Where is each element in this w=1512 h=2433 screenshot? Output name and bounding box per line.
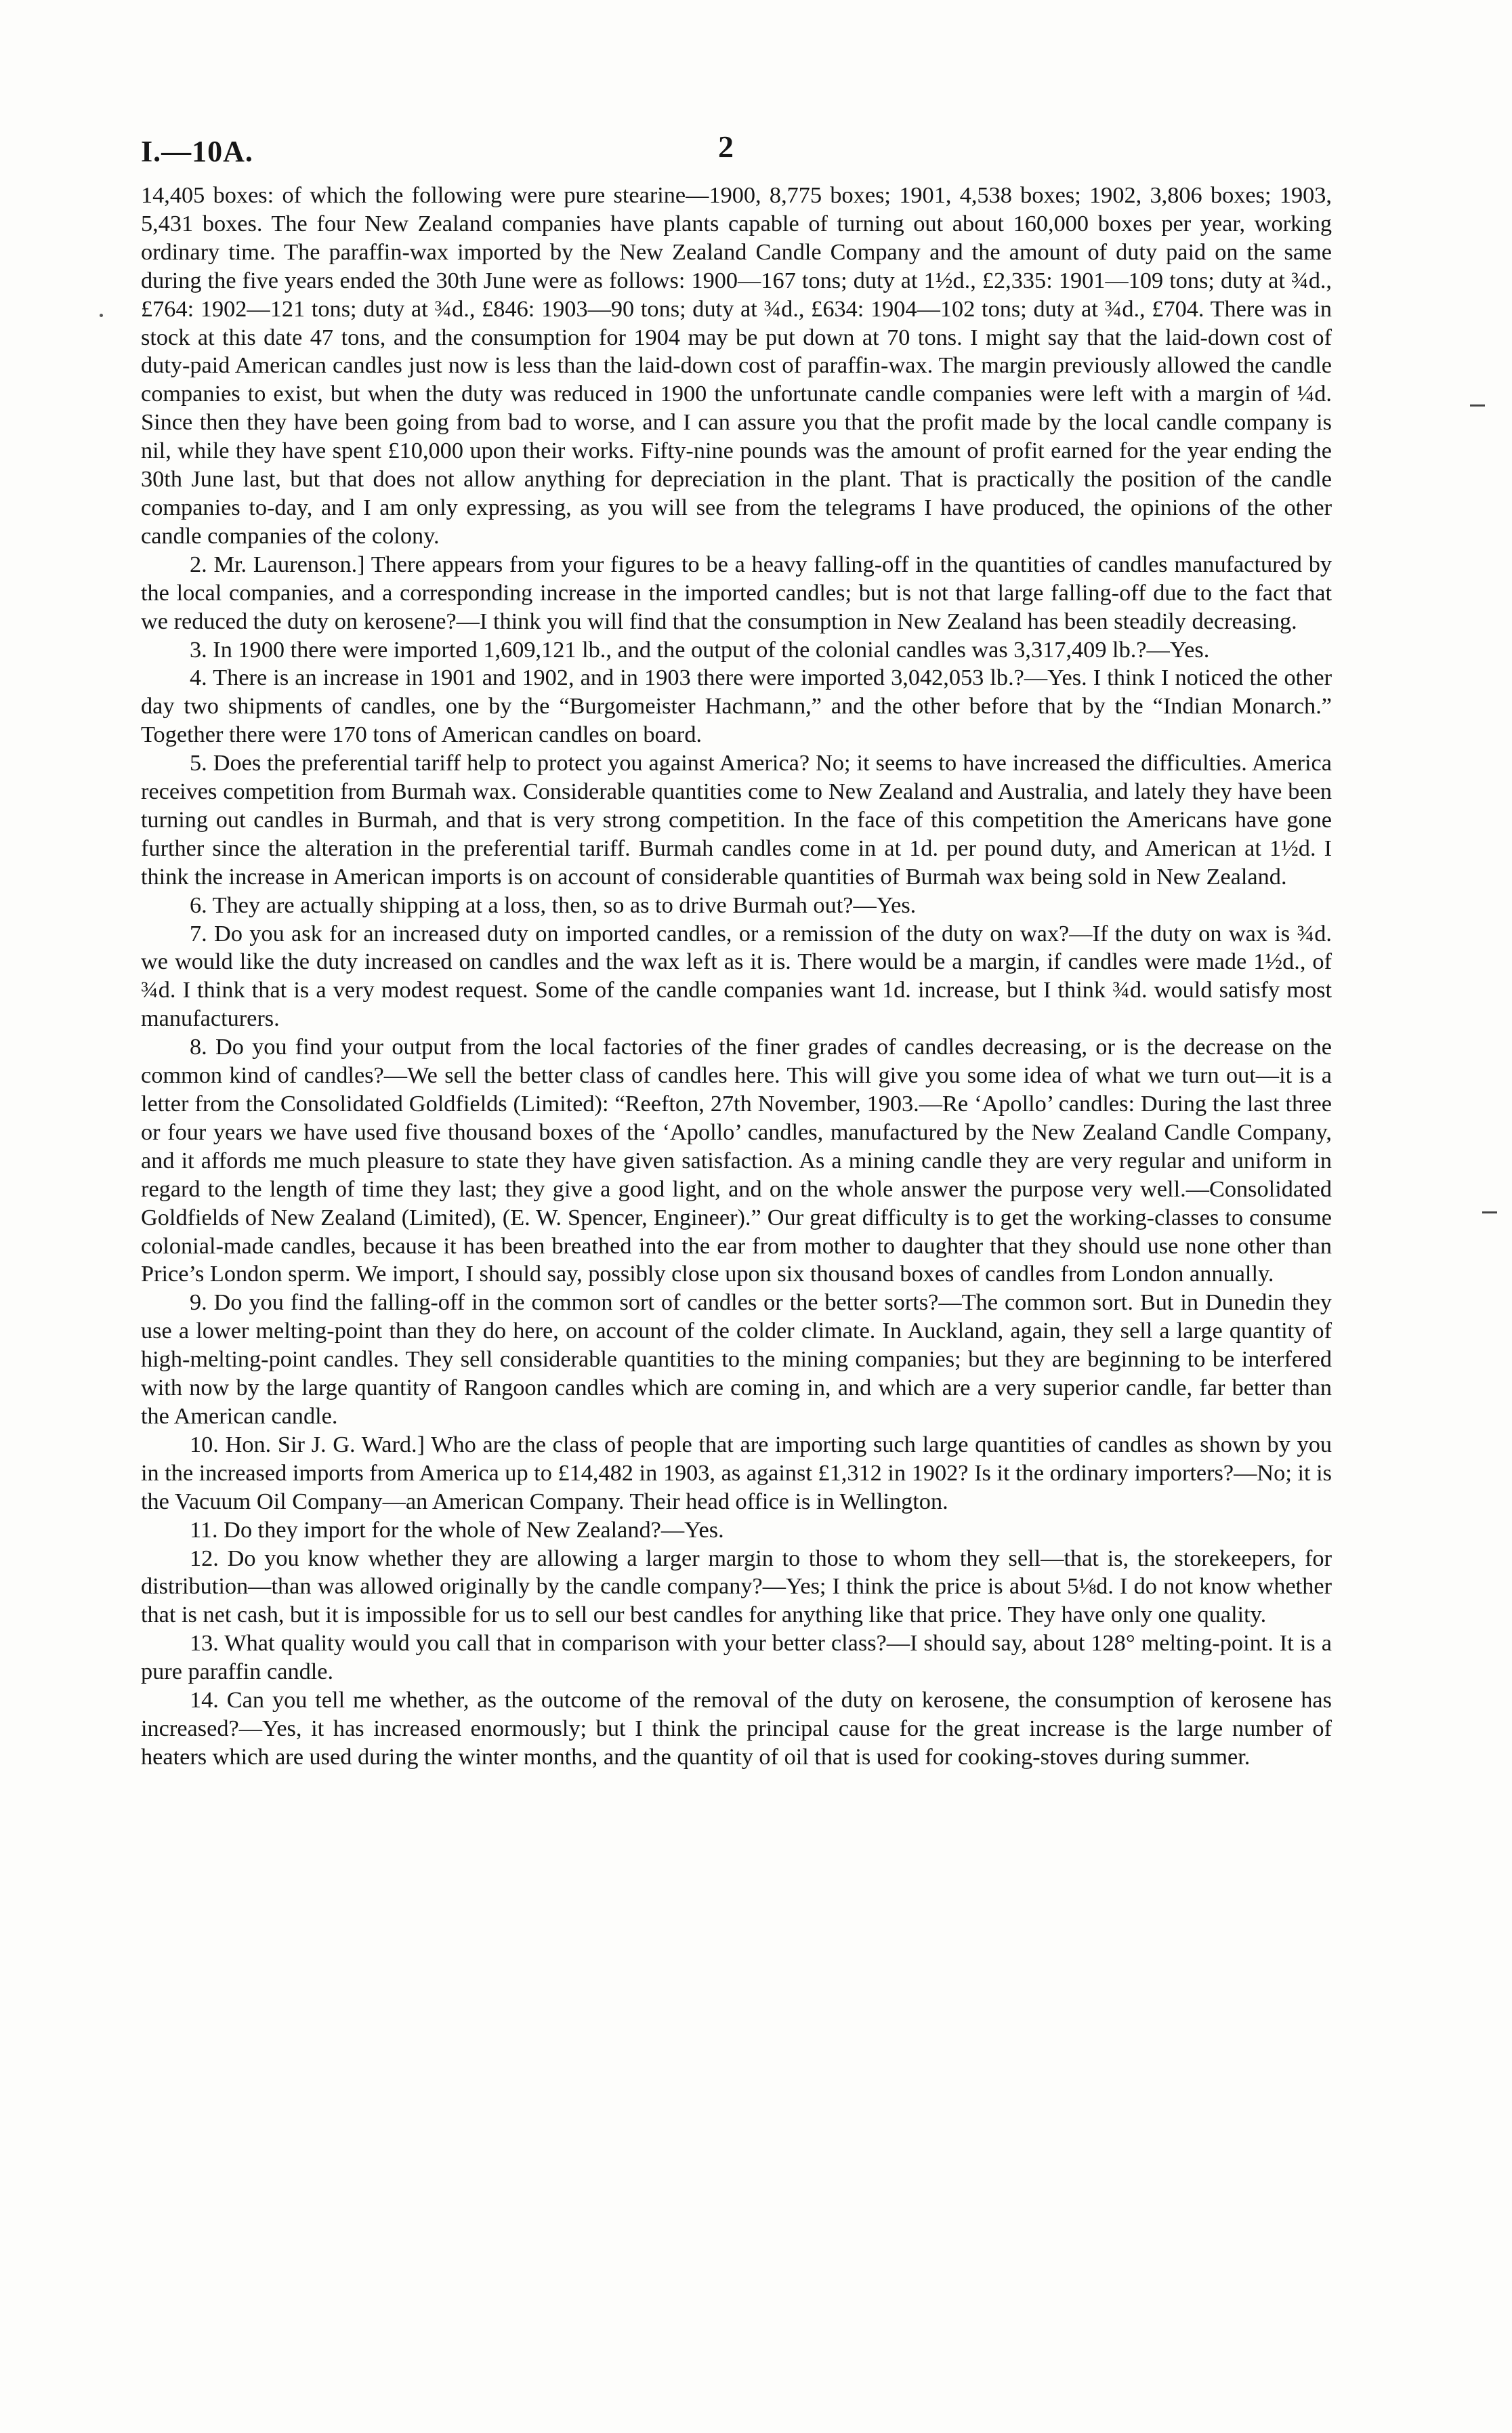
paragraph-13: 13. What quality would you call that in comparison with your better class?—I should say, about 128° melting-point. It is a pure paraffin candle. — [141, 1630, 1332, 1685]
margin-mark-right-upper — [1470, 404, 1485, 407]
document-reference: I.—10A. — [141, 135, 253, 168]
body-text — [141, 182, 1332, 1772]
paragraph-5: 5. Does the preferential tariff help to protect you against America? No; it seems to have increased the difficulties. America receives competition from Burmah wax. Considerable quantities come to New Zealand and Australia, and lately they have been turning out candles in Burmah, and that is very strong competition. In the face of this competition the Americans have gone further since the alteration in the preferential tariff. Burmah candles come in at 1d. per pound duty, and American at 1½d. I think the increase in American imports is on account of considerable quantities of Burmah wax being sold in New Zealand. — [141, 750, 1332, 890]
paragraph-11: 11. Do they import for the whole of New Zealand?—Yes. — [190, 1516, 724, 1543]
paragraph-7: 7. Do you ask for an increased duty on imported candles, or a remission of the duty on wax?—If the duty on wax is ¾d. we would like the duty increased on candles and the wax left as it is. There would be a margin, if candles were made 1½d., of ¾d. I think that is a very modest request. Some of the candle companies want 1d. increase, but I think ¾d. would satisfy most manufacturers. — [141, 920, 1332, 1032]
margin-mark-right-middle — [1482, 1211, 1497, 1213]
paragraph-14: 14. Can you tell me whether, as the outcome of the removal of the duty on kerosene, the consumption of kerosene has increased?—Yes, it has increased enormously; but I think the principal cause for the great increase is the large number of heaters which are used during the winter months, and the quantity of oil that is used for cooking-stoves during summer. — [141, 1687, 1332, 1770]
paragraph-9: 9. Do you find the falling-off in the common sort of candles or the better sorts?—The common sort. But in Dunedin they use a lower melting-point than they do here, on account of the colder climate. In Auckland, again, they sell a large quantity of high-melting-point candles. They sell considerable quantities to the mining companies; but they are beginning to be interfered with now by the large quantity of Rangoon candles which are coming in, and which are a very superior candle, far better than the American candle. — [141, 1289, 1332, 1429]
page-header — [141, 129, 1347, 175]
paragraph-2: 2. Mr. Laurenson.] There appears from your figures to be a heavy falling-off in the quantities of candles manufactured by the local companies, and a corresponding increase in the imported candles; but is not that large falling-off due to the fact that we reduced the duty on kerosene?—I think you will find that the consumption in New Zealand has been steadily decreasing. — [141, 551, 1332, 634]
paragraph-1: 14,405 boxes: of which the following were pure stearine—1900, 8,775 boxes; 1901, 4,538 boxes; 1902, 3,806 boxes; 1903, 5,431 boxes. The four New Zealand companies have plants capable of turning out about 160,000 boxes per year, working ordinary time. The paraffin-wax imported by the New Zealand Candle Company and the amount of duty paid on the same during the five years ended the 30th June were as follows: 1900—167 tons; duty at 1½d., £2,335: 1901—109 tons; duty at ¾d., £764: 1902—121 tons; duty at ¾d., £846: 1903—90 tons; duty at ¾d., £634: 1904—102 tons; duty at ¾d., £704. There was in stock at this date 47 tons, and the consumption for 1904 may be put down at 70 tons. I might say that the laid-down cost of duty-paid American candles just now is less than the laid-down cost of paraffin-wax. The margin previously allowed the candle companies to exist, but when the duty was reduced in 1900 the unfortunate candle companies were left with a margin of ¼d. Since then they have been going from bad to worse, and I can assure you that the profit made by the local candle company is nil, while they have spent £10,000 upon their works. Fifty-nine pounds was the amount of profit earned for the year ending the 30th June last, but that does not allow anything for depreciation in the plant. That is practically the position of the candle companies to-day, and I am only expressing, as you will see from the telegrams I have produced, the opinions of the other candle companies of the colony. — [141, 182, 1332, 549]
paragraph-6: 6. They are actually shipping at a loss, then, so as to drive Burmah out?—Yes. — [190, 892, 917, 918]
page-number: 2 — [718, 129, 734, 164]
paragraph-3: 3. In 1900 there were imported 1,609,121 lb., and the output of the colonial candles was 3,317,409 lb.?—Yes. — [190, 636, 1210, 663]
paragraph-12: 12. Do you know whether they are allowing a larger margin to those to whom they sell—that is, the storekeepers, for distribution—than was allowed originally by the candle company?—Yes; I think the price is about 5⅛d. I do not know whether that is net cash, but it is impossible for us to sell our best candles for anything like that price. They have only one quality. — [141, 1545, 1332, 1628]
paragraph-8: 8. Do you find your output from the local factories of the finer grades of candles decreasing, or is the decrease on the common kind of candles?—We sell the better class of candles here. This will give you some idea of what we turn out—it is a letter from the Consolidated Goldfields (Limited): “Reefton, 27th November, 1903.—Re ‘Apollo’ candles: During the last three or four years we have used five thousand boxes of the ‘Apollo’ candles, manufactured by the New Zealand Candle Company, and it affords me much pleasure to state they have given satisfaction. As a mining candle they are very regular and uniform in regard to the length of time they last; they give a good light, and on the whole answer the purpose very well.—Consolidated Goldfields of New Zealand (Limited), (E. W. Spencer, Engineer).” Our great difficulty is to get the working-classes to consume colonial-made candles, because it has been breathed into the ear from mother to daughter that they should use none other than Price’s London sperm. We import, I should say, possibly close upon six thousand boxes of candles from London annually. — [141, 1034, 1332, 1287]
margin-dot-left — [100, 314, 103, 317]
paragraph-4: 4. There is an increase in 1901 and 1902, and in 1903 there were imported 3,042,053 lb.?—Yes. I think I noticed the other day two shipments of candles, one by the “Burgomeister Hachmann,” and the other before that by the “Indian Monarch.” Together there were 170 tons of American candles on board. — [141, 665, 1332, 748]
paragraph-10: 10. Hon. Sir J. G. Ward.] Who are the class of people that are importing such large quantities of candles as shown by you in the increased imports from America up to £14,482 in 1903, as against £1,312 in 1902? Is it the ordinary importers?—No; it is the Vacuum Oil Company—an American Company. Their head office is in Wellington. — [141, 1431, 1332, 1514]
